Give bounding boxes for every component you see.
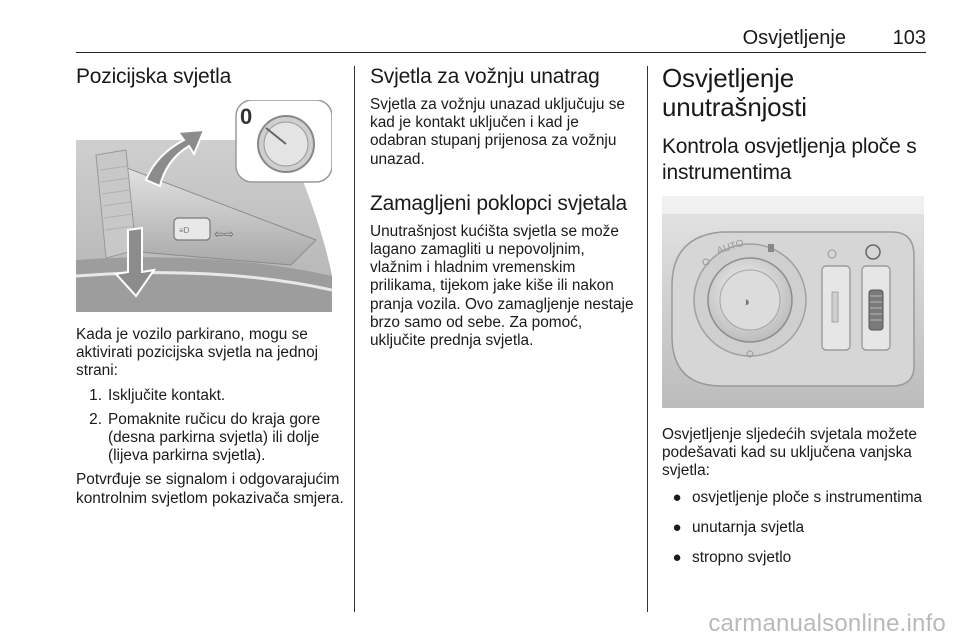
- reverse-lights-paragraph: Svjetla za vožnju unazad uključuju se kad je kontakt uključen i kad je odabran stupanj prijenosa za vožnju unazad.: [370, 96, 625, 168]
- bullet-marker: ●: [672, 549, 682, 567]
- chapter-section-title: Osvjetljenje unutrašnjosti: [662, 63, 807, 122]
- adjustable-lights-paragraph: Osvjetljenje sljedećih svjetala možete podešavati kad su uključena vanjska svjetla:: [662, 426, 917, 480]
- column-divider: [647, 66, 648, 612]
- fogged-covers-paragraph: Unutrašnjost kućišta svjetla se može lagano zamagliti u nepovoljnim, vlažnim i hladnim vremenskim prilikama, tijekom jake kiše ili nakon pranja vozila. Ovo zamagljenje nestaje brzo samo od sebe. Za pomoć, uključite prednja svjetla.: [370, 222, 634, 350]
- list-item: [662, 519, 932, 537]
- bullet-marker: ●: [672, 488, 682, 506]
- bullet-text: unutarnja svjetla: [692, 518, 805, 536]
- stalk-illustration: [76, 100, 332, 312]
- bullet-text: stropno svjetlo: [692, 549, 792, 567]
- svg-text:≡D: ≡D: [179, 226, 190, 235]
- page-number: 103: [892, 27, 926, 49]
- inset-label-zero: 0: [240, 104, 253, 129]
- svg-text:◑: ◑: [742, 294, 750, 309]
- step-number: 1.: [89, 386, 102, 404]
- chapter-title: Osvjetljenje: [742, 27, 846, 49]
- watermark: carmanualsonline.info: [708, 610, 946, 637]
- list-item: [662, 549, 932, 567]
- list-item: [76, 387, 348, 405]
- step-text: Pomaknite ručicu do kraja gore (desna parkirna svjetla) ili dolje (lijeva parkirna svjetla).: [108, 410, 321, 465]
- list-item: [76, 411, 348, 466]
- auto-label: AUTO: [715, 237, 746, 257]
- column-divider: [354, 66, 355, 612]
- instrument-dimmer-illustration: [662, 196, 924, 408]
- page-header: [76, 28, 926, 53]
- adjustable-lights-list: [662, 489, 932, 568]
- intro-paragraph: Kada je vozilo parkirano, mogu se aktivirati pozicijska svjetla na jednoj strani:: [76, 326, 319, 380]
- step-number: 2.: [89, 410, 102, 428]
- column-parking-lights: [76, 64, 348, 508]
- section-heading: Zamagljeni poklopci svjetala: [370, 191, 628, 215]
- section-heading: Pozicijska svjetla: [76, 65, 232, 88]
- steps-list: [76, 387, 348, 466]
- section-heading: Svjetla za vožnju unatrag: [370, 65, 600, 88]
- section-heading: Kontrola osvjetljenja ploče s instrumentima: [662, 135, 917, 184]
- column-interior-lighting: [662, 64, 932, 579]
- bullet-text: osvjetljenje ploče s instrumentima: [692, 488, 923, 506]
- svg-text:⇦⇨: ⇦⇨: [214, 227, 235, 241]
- bullet-marker: ●: [672, 518, 682, 536]
- confirmation-note: Potvrđuje se signalom i odgovarajućim kontrolnim svjetlom pokazivača smjera.: [76, 471, 344, 507]
- list-item: [662, 489, 932, 507]
- column-reverse-lights: [370, 64, 638, 350]
- step-text: Isključite kontakt.: [108, 386, 226, 404]
